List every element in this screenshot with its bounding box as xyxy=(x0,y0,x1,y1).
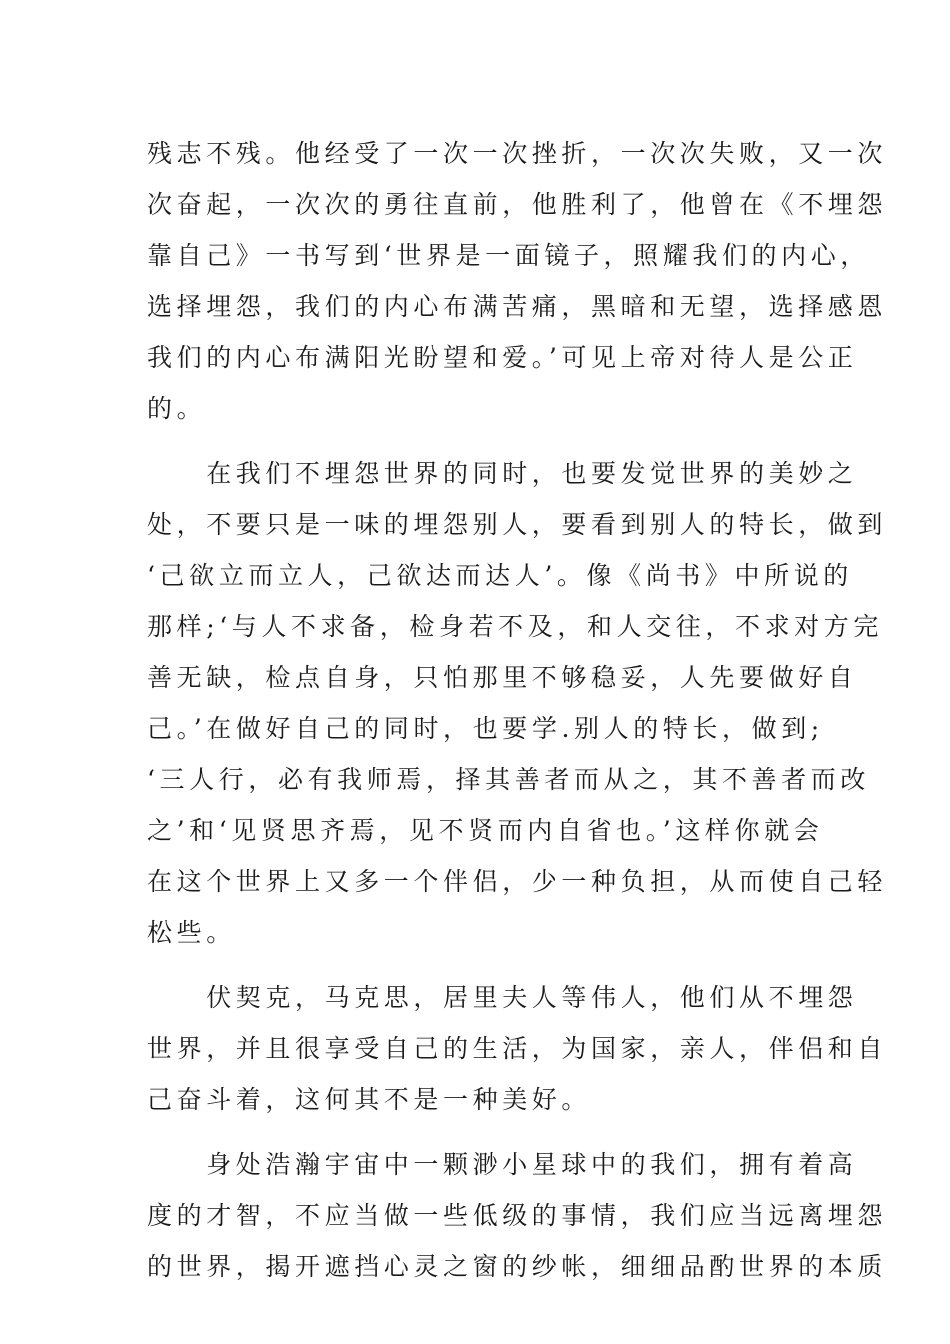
text-line: 之’和‘见贤思齐焉，见不贤而内自省也。’这样你就会 xyxy=(147,816,824,845)
text-line: 度的才智，不应当做一些低级的事情，我们应当远离埋怨 xyxy=(147,1201,888,1230)
text-line: 的。 xyxy=(147,394,207,423)
document-body xyxy=(147,128,888,1292)
paragraph-spacing xyxy=(147,958,812,972)
text-line: 那样;‘与人不求备，检身若不及，和人交往，不求对方完 xyxy=(147,612,883,641)
text-line: 残志不残。他经受了一次一次挫折，一次次失败，又一次 xyxy=(147,139,888,168)
paragraph-spacing xyxy=(147,1125,812,1139)
text-line: 选择埋怨，我们的内心布满苦痛，黑暗和无望，选择感恩 xyxy=(147,292,888,321)
text-line: 己奋斗着，这何其不是一种美好。 xyxy=(147,1085,592,1114)
text-line: 己。’在做好自己的同时，也要学.别人的特长，做到; xyxy=(147,714,824,743)
paragraph-spacing xyxy=(147,434,812,448)
text-line: 在这个世界上又多一个伴侣，少一种负担，从而使自己轻 xyxy=(147,867,888,896)
text-line: 身处浩瀚宇宙中一颗渺小星球中的我们，拥有着高 xyxy=(147,1150,858,1179)
text-line: ‘三人行，必有我师焉，择其善者而从之，其不善者而改 xyxy=(147,765,870,794)
text-line: 在我们不埋怨世界的同时，也要发觉世界的美妙之 xyxy=(147,459,858,488)
text-line: 的世界，揭开遮挡心灵之窗的纱帐，细细品酌世界的本质 xyxy=(147,1252,888,1281)
text-line: 次奋起，一次次的勇往直前，他胜利了，他曾在《不埋怨 xyxy=(147,190,888,219)
paragraph xyxy=(147,128,888,434)
text-line: 靠自己》一书写到‘世界是一面镜子，照耀我们的内心， xyxy=(147,241,870,270)
text-line: 松些。 xyxy=(147,918,236,947)
paragraph xyxy=(147,448,888,958)
text-line: 伏契克，马克思，居里夫人等伟人，他们从不埋怨 xyxy=(147,983,858,1012)
text-line: 世界，并且很享受自己的生活，为国家，亲人，伴侣和自 xyxy=(147,1034,888,1063)
text-line: 处，不要只是一味的埋怨别人，要看到别人的特长，做到 xyxy=(147,510,888,539)
paragraph xyxy=(147,1139,888,1292)
text-line: 我们的内心布满阳光盼望和爱。’可见上帝对待人是公正 xyxy=(147,343,858,372)
text-line: 善无缺，检点自身，只怕那里不够稳妥，人先要做好自 xyxy=(147,663,858,692)
paragraph xyxy=(147,972,888,1125)
text-line: ‘己欲立而立人，己欲达而达人’。像《尚书》中所说的 xyxy=(147,561,853,590)
